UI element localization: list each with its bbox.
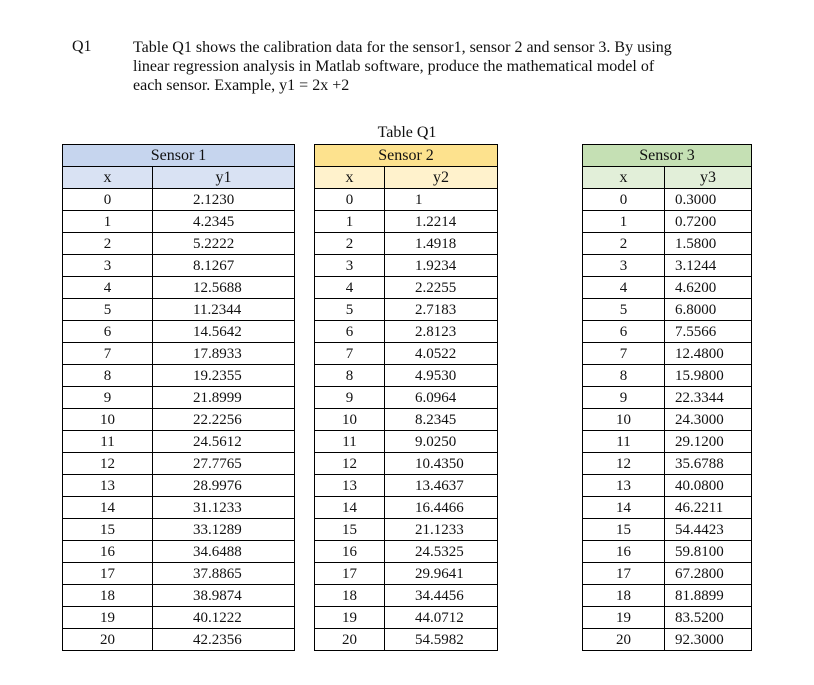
table-row <box>63 211 295 233</box>
x-value-cell: 12 <box>315 453 385 475</box>
y-value-cell: 2.7183 <box>385 299 498 321</box>
x-value-cell: 14 <box>583 497 665 519</box>
y-value-cell: 3.1244 <box>665 255 752 277</box>
x-value-cell: 3 <box>315 255 385 277</box>
x-value-cell: 8 <box>63 365 153 387</box>
y-value-cell: 8.2345 <box>385 409 498 431</box>
y-value-cell: 13.4637 <box>385 475 498 497</box>
y-value-cell: 5.2222 <box>153 233 295 255</box>
y-value-cell: 37.8865 <box>153 563 295 585</box>
sensor-title: Sensor 1 <box>63 145 295 167</box>
sensor2-table <box>314 144 498 651</box>
table-row <box>315 563 498 585</box>
x-value-cell: 9 <box>63 387 153 409</box>
y-value-cell: 92.3000 <box>665 629 752 651</box>
table-row <box>63 365 295 387</box>
table-row <box>583 299 752 321</box>
x-value-cell: 9 <box>583 387 665 409</box>
x-value-cell: 7 <box>583 343 665 365</box>
x-value-cell: 16 <box>63 541 153 563</box>
table-row <box>315 387 498 409</box>
table-row <box>583 475 752 497</box>
table-row <box>583 365 752 387</box>
x-value-cell: 1 <box>583 211 665 233</box>
table-row <box>315 475 498 497</box>
question-number: Q1 <box>72 38 92 55</box>
table-header-row <box>583 167 752 189</box>
x-value-cell: 11 <box>583 431 665 453</box>
table-row <box>63 629 295 651</box>
y-value-cell: 83.5200 <box>665 607 752 629</box>
y-value-cell: 40.0800 <box>665 475 752 497</box>
x-value-cell: 19 <box>583 607 665 629</box>
table-row <box>63 563 295 585</box>
table-row <box>583 343 752 365</box>
table-row <box>63 299 295 321</box>
x-value-cell: 8 <box>583 365 665 387</box>
table-row <box>63 431 295 453</box>
table-row <box>315 321 498 343</box>
table-row <box>583 387 752 409</box>
x-value-cell: 18 <box>583 585 665 607</box>
y-value-cell: 1.9234 <box>385 255 498 277</box>
y-value-cell: 29.1200 <box>665 431 752 453</box>
x-value-cell: 4 <box>583 277 665 299</box>
y-value-cell: 34.4456 <box>385 585 498 607</box>
y-value-cell: 46.2211 <box>665 497 752 519</box>
y-column-header: y2 <box>385 167 498 189</box>
table-row <box>583 497 752 519</box>
y-value-cell: 33.1289 <box>153 519 295 541</box>
y-value-cell: 21.8999 <box>153 387 295 409</box>
y-value-cell: 1.2214 <box>385 211 498 233</box>
table-row <box>315 497 498 519</box>
table-row <box>315 607 498 629</box>
x-column-header: x <box>315 167 385 189</box>
x-value-cell: 10 <box>315 409 385 431</box>
x-value-cell: 17 <box>583 563 665 585</box>
x-value-cell: 1 <box>315 211 385 233</box>
table-row <box>583 189 752 211</box>
table-row <box>63 497 295 519</box>
table-row <box>63 475 295 497</box>
y-value-cell: 1 <box>385 189 498 211</box>
x-value-cell: 0 <box>583 189 665 211</box>
y-value-cell: 4.2345 <box>153 211 295 233</box>
y-value-cell: 15.9800 <box>665 365 752 387</box>
table-header-row <box>315 167 498 189</box>
table-title-row <box>315 145 498 167</box>
x-value-cell: 20 <box>315 629 385 651</box>
table-row <box>63 255 295 277</box>
x-value-cell: 0 <box>315 189 385 211</box>
table-row <box>315 343 498 365</box>
x-value-cell: 5 <box>583 299 665 321</box>
table-row <box>315 233 498 255</box>
x-value-cell: 6 <box>63 321 153 343</box>
x-value-cell: 16 <box>583 541 665 563</box>
table-row <box>63 585 295 607</box>
table-row <box>315 585 498 607</box>
y-value-cell: 24.5325 <box>385 541 498 563</box>
table-row <box>315 365 498 387</box>
x-value-cell: 6 <box>583 321 665 343</box>
table-row <box>315 431 498 453</box>
table-row <box>315 409 498 431</box>
y-value-cell: 22.2256 <box>153 409 295 431</box>
y-value-cell: 4.0522 <box>385 343 498 365</box>
x-value-cell: 5 <box>63 299 153 321</box>
y-value-cell: 19.2355 <box>153 365 295 387</box>
sensor3-table <box>582 144 752 651</box>
y-value-cell: 59.8100 <box>665 541 752 563</box>
x-value-cell: 13 <box>583 475 665 497</box>
x-value-cell: 12 <box>63 453 153 475</box>
x-value-cell: 7 <box>63 343 153 365</box>
table-row <box>63 607 295 629</box>
x-value-cell: 19 <box>63 607 153 629</box>
x-value-cell: 4 <box>315 277 385 299</box>
sensor1-table <box>62 144 295 651</box>
x-value-cell: 2 <box>583 233 665 255</box>
y-value-cell: 21.1233 <box>385 519 498 541</box>
sensor-title: Sensor 3 <box>583 145 752 167</box>
y-value-cell: 1.5800 <box>665 233 752 255</box>
y-value-cell: 2.8123 <box>385 321 498 343</box>
x-value-cell: 6 <box>315 321 385 343</box>
y-value-cell: 0.3000 <box>665 189 752 211</box>
x-value-cell: 7 <box>315 343 385 365</box>
x-value-cell: 14 <box>63 497 153 519</box>
x-value-cell: 11 <box>63 431 153 453</box>
x-value-cell: 4 <box>63 277 153 299</box>
x-value-cell: 10 <box>583 409 665 431</box>
y-value-cell: 35.6788 <box>665 453 752 475</box>
table-row <box>63 343 295 365</box>
table-row <box>315 255 498 277</box>
calibration-tables <box>0 144 814 684</box>
x-value-cell: 12 <box>583 453 665 475</box>
table-row <box>63 453 295 475</box>
y-column-header: y3 <box>665 167 752 189</box>
y-value-cell: 0.7200 <box>665 211 752 233</box>
y-value-cell: 27.7765 <box>153 453 295 475</box>
table-row <box>583 233 752 255</box>
table-row <box>583 607 752 629</box>
y-value-cell: 10.4350 <box>385 453 498 475</box>
y-value-cell: 14.5642 <box>153 321 295 343</box>
y-value-cell: 31.1233 <box>153 497 295 519</box>
x-value-cell: 2 <box>315 233 385 255</box>
x-value-cell: 3 <box>583 255 665 277</box>
x-value-cell: 17 <box>315 563 385 585</box>
y-value-cell: 12.4800 <box>665 343 752 365</box>
table-row <box>63 387 295 409</box>
x-value-cell: 9 <box>315 387 385 409</box>
y-value-cell: 1.4918 <box>385 233 498 255</box>
y-value-cell: 54.5982 <box>385 629 498 651</box>
y-value-cell: 81.8899 <box>665 585 752 607</box>
y-value-cell: 17.8933 <box>153 343 295 365</box>
x-value-cell: 13 <box>63 475 153 497</box>
table-row <box>583 431 752 453</box>
table-row <box>315 299 498 321</box>
x-value-cell: 15 <box>315 519 385 541</box>
y-value-cell: 12.5688 <box>153 277 295 299</box>
y-value-cell: 40.1222 <box>153 607 295 629</box>
question-line: each sensor. Example, y1 = 2x +2 <box>133 77 350 94</box>
y-value-cell: 44.0712 <box>385 607 498 629</box>
table-header-row <box>63 167 295 189</box>
x-column-header: x <box>63 167 153 189</box>
table-row <box>315 629 498 651</box>
y-value-cell: 42.2356 <box>153 629 295 651</box>
table-row <box>63 541 295 563</box>
table-row <box>63 519 295 541</box>
y-value-cell: 16.4466 <box>385 497 498 519</box>
table-row <box>583 211 752 233</box>
table-title-row <box>63 145 295 167</box>
table-row <box>583 453 752 475</box>
y-value-cell: 29.9641 <box>385 563 498 585</box>
table-row <box>63 189 295 211</box>
y-value-cell: 38.9874 <box>153 585 295 607</box>
table-caption: Table Q1 <box>377 124 437 141</box>
y-value-cell: 24.3000 <box>665 409 752 431</box>
y-value-cell: 54.4423 <box>665 519 752 541</box>
table-row <box>63 321 295 343</box>
table-row <box>315 211 498 233</box>
x-value-cell: 15 <box>583 519 665 541</box>
y-value-cell: 6.8000 <box>665 299 752 321</box>
question-line: Table Q1 shows the calibration data for the sensor1, sensor 2 and sensor 3. By using <box>133 39 672 56</box>
y-value-cell: 28.9976 <box>153 475 295 497</box>
table-row <box>583 321 752 343</box>
x-value-cell: 0 <box>63 189 153 211</box>
y-value-cell: 67.2800 <box>665 563 752 585</box>
y-value-cell: 34.6488 <box>153 541 295 563</box>
x-value-cell: 3 <box>63 255 153 277</box>
x-value-cell: 15 <box>63 519 153 541</box>
x-value-cell: 8 <box>315 365 385 387</box>
table-row <box>583 585 752 607</box>
y-value-cell: 7.5566 <box>665 321 752 343</box>
x-value-cell: 11 <box>315 431 385 453</box>
table-row <box>583 277 752 299</box>
x-value-cell: 16 <box>315 541 385 563</box>
table-row <box>63 233 295 255</box>
table-row <box>315 453 498 475</box>
y-value-cell: 2.1230 <box>153 189 295 211</box>
table-row <box>583 519 752 541</box>
table-row <box>583 409 752 431</box>
y-column-header: y1 <box>153 167 295 189</box>
question-text <box>133 38 773 95</box>
table-title-row <box>583 145 752 167</box>
x-value-cell: 18 <box>315 585 385 607</box>
x-value-cell: 2 <box>63 233 153 255</box>
table-row <box>315 519 498 541</box>
table-row <box>583 563 752 585</box>
y-value-cell: 22.3344 <box>665 387 752 409</box>
y-value-cell: 2.2255 <box>385 277 498 299</box>
x-value-cell: 20 <box>583 629 665 651</box>
x-value-cell: 1 <box>63 211 153 233</box>
x-value-cell: 17 <box>63 563 153 585</box>
table-row <box>583 541 752 563</box>
y-value-cell: 24.5612 <box>153 431 295 453</box>
table-row <box>583 629 752 651</box>
x-value-cell: 19 <box>315 607 385 629</box>
x-value-cell: 5 <box>315 299 385 321</box>
sensor-title: Sensor 2 <box>315 145 498 167</box>
table-row <box>315 541 498 563</box>
x-value-cell: 18 <box>63 585 153 607</box>
table-row <box>583 255 752 277</box>
y-value-cell: 8.1267 <box>153 255 295 277</box>
table-row <box>315 189 498 211</box>
y-value-cell: 11.2344 <box>153 299 295 321</box>
table-row <box>63 277 295 299</box>
question-line: linear regression analysis in Matlab software, produce the mathematical model of <box>133 58 655 75</box>
table-row <box>315 277 498 299</box>
x-value-cell: 10 <box>63 409 153 431</box>
x-column-header: x <box>583 167 665 189</box>
x-value-cell: 20 <box>63 629 153 651</box>
y-value-cell: 9.0250 <box>385 431 498 453</box>
y-value-cell: 4.9530 <box>385 365 498 387</box>
y-value-cell: 4.6200 <box>665 277 752 299</box>
y-value-cell: 6.0964 <box>385 387 498 409</box>
x-value-cell: 14 <box>315 497 385 519</box>
table-row <box>63 409 295 431</box>
x-value-cell: 13 <box>315 475 385 497</box>
